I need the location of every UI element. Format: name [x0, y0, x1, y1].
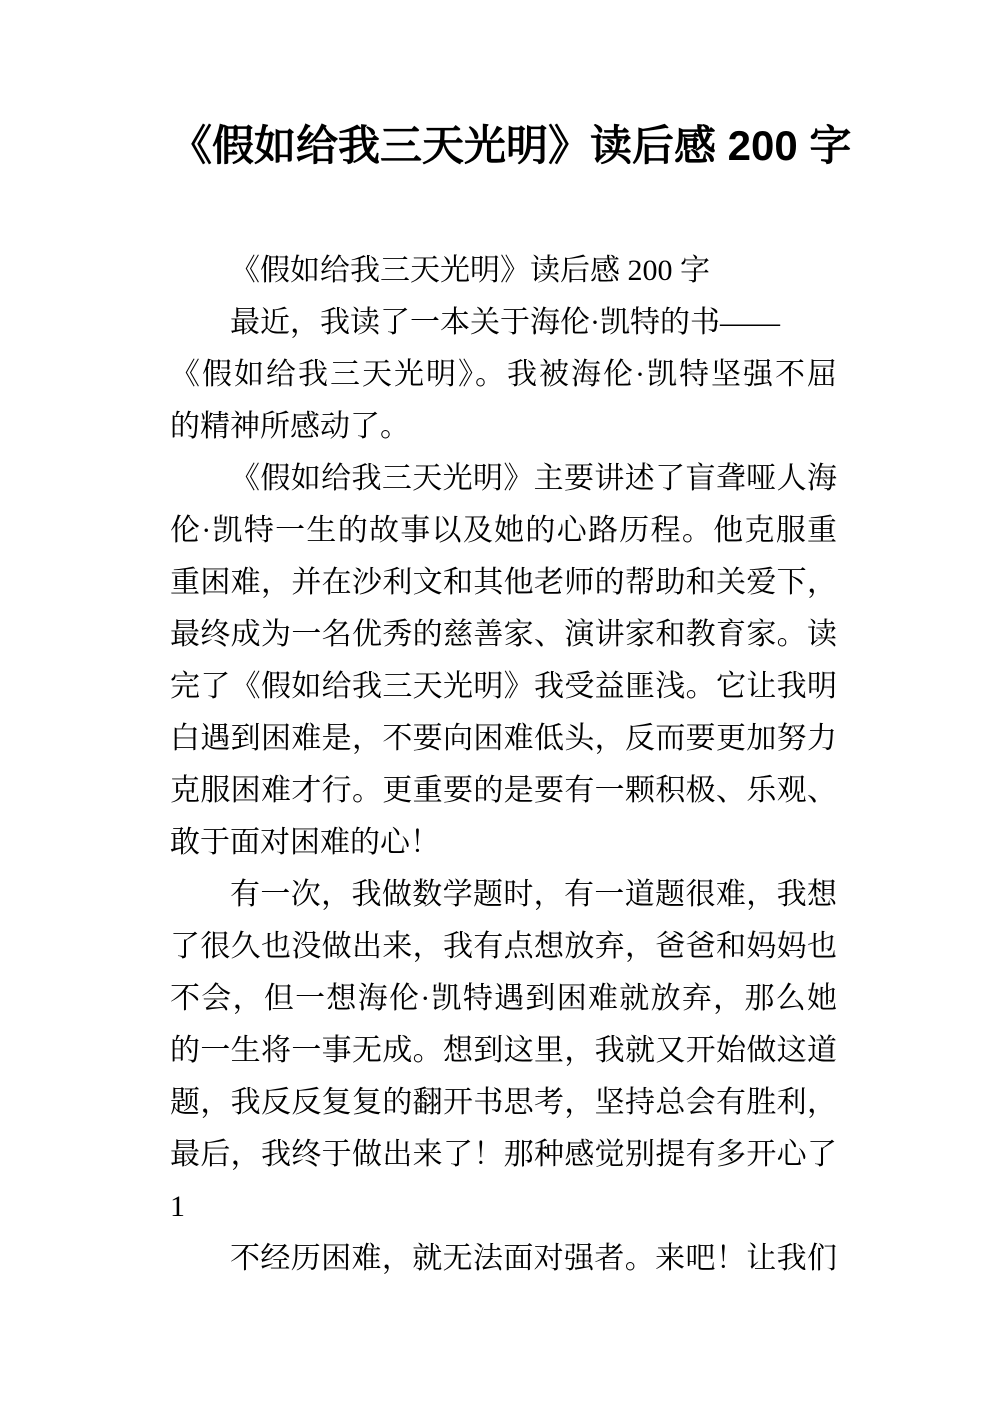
- text-line: 题，我反反复复的翻开书思考，坚持总会有胜利，: [170, 1086, 837, 1119]
- text-line: 重困难，并在沙利文和其他老师的帮助和关爱下，: [170, 566, 837, 599]
- text-line: 白遇到困难是，不要向困难低头，反而要更加努力: [170, 722, 837, 755]
- text-line: 克服困难才行。更重要的是要有一颗积极、乐观、: [170, 774, 837, 807]
- text-line: 不会，但一想海伦·凯特遇到困难就放弃，那么她: [170, 982, 837, 1015]
- text-line: 不经历困难，就无法面对强者。来吧！让我们: [230, 1242, 837, 1275]
- text-line: 《假如给我三天光明》主要讲述了盲聋哑人海: [230, 462, 837, 495]
- text-line: 伦·凯特一生的故事以及她的心路历程。他克服重: [170, 514, 837, 547]
- text-line: 有一次，我做数学题时，有一道题很难，我想: [230, 878, 837, 911]
- text-line: 敢于面对困难的心！: [170, 826, 440, 859]
- page-number: 1: [170, 1190, 185, 1223]
- text-line: 最终成为一名优秀的慈善家、演讲家和教育家。读: [170, 618, 837, 651]
- text-line: 最近，我读了一本关于海伦·凯特的书——: [230, 306, 780, 339]
- text-line: 《假如给我三天光明》。我被海伦·凯特坚强不屈: [170, 358, 837, 391]
- document-title: 《假如给我三天光明》读后感 200 字: [170, 122, 852, 169]
- text-line: 的精神所感动了。: [170, 410, 410, 443]
- document-body: [170, 245, 837, 1285]
- text-line: 的一生将一事无成。想到这里，我就又开始做这道: [170, 1034, 837, 1067]
- text-line: 最后，我终于做出来了！那种感觉别提有多开心了: [170, 1138, 837, 1171]
- text-line: 完了《假如给我三天光明》我受益匪浅。它让我明: [170, 670, 837, 703]
- text-line: 《假如给我三天光明》读后感 200 字: [230, 254, 710, 287]
- text-line: 了很久也没做出来，我有点想放弃，爸爸和妈妈也: [170, 930, 837, 963]
